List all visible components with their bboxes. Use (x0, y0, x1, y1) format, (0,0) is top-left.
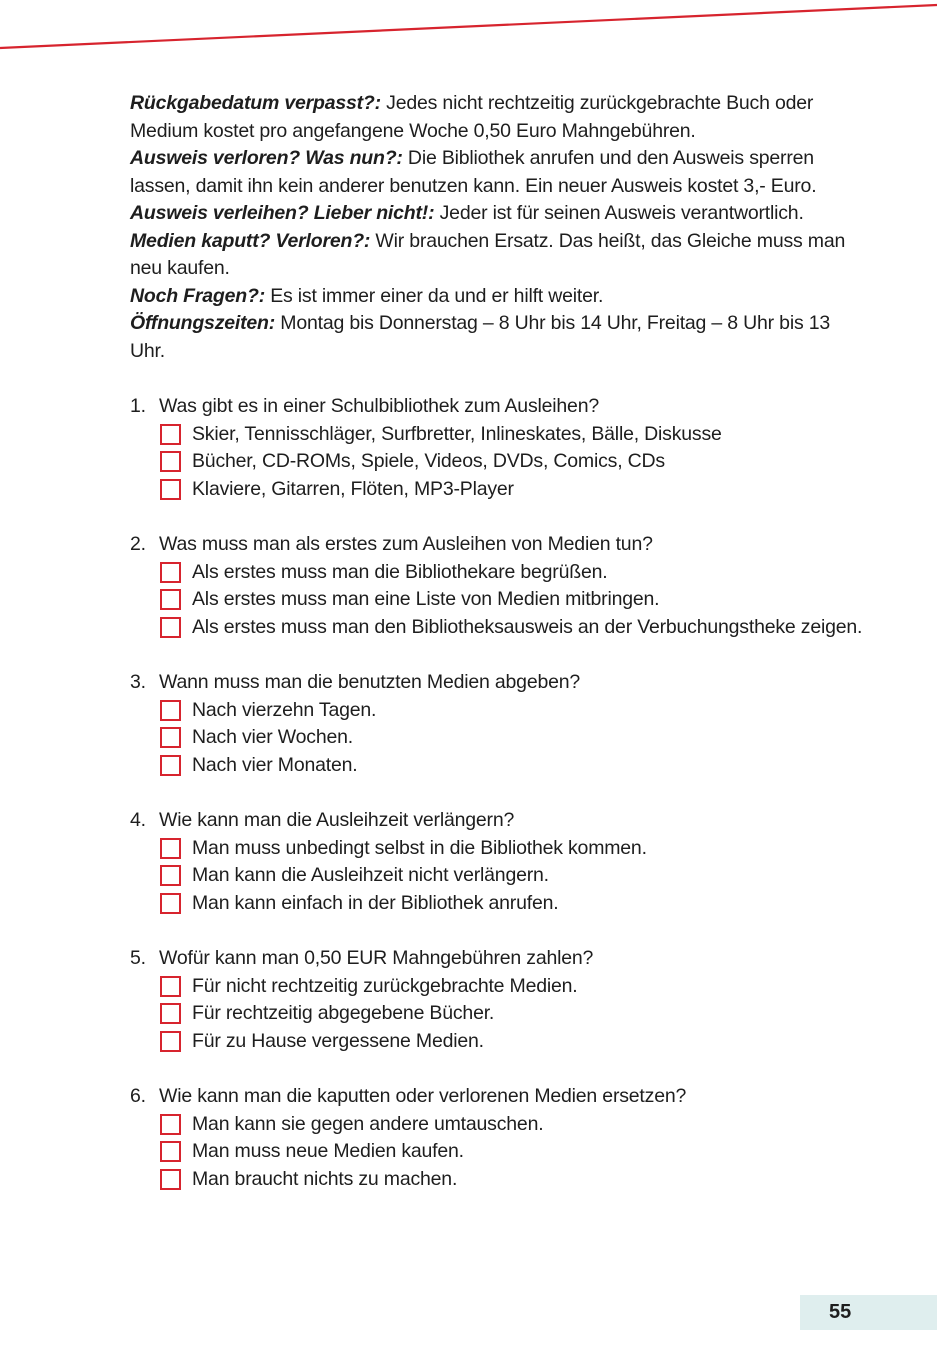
quiz-questions (130, 393, 870, 1193)
question-number: 5. (130, 947, 146, 969)
info-text: Jeder ist für seinen Ausweis verantwortlich. (434, 202, 804, 224)
info-paragraph (130, 228, 870, 283)
answer-option[interactable] (159, 862, 870, 890)
library-info-block (130, 90, 870, 365)
header-accent-line (0, 0, 937, 60)
answer-option[interactable] (159, 614, 870, 642)
answer-option[interactable] (159, 586, 870, 614)
question-text: Wie kann man die kaputten oder verlorenen Medien ersetzen? (159, 1085, 687, 1107)
answer-text: Nach vierzehn Tagen. (192, 698, 377, 721)
answer-checkbox[interactable] (160, 976, 181, 997)
question-heading (130, 1083, 870, 1111)
answer-checkbox[interactable] (160, 1114, 181, 1135)
answer-text: Man kann die Ausleihzeit nicht verlängern. (192, 864, 549, 886)
question-text: Was muss man als erstes zum Ausleihen von Medien tun? (159, 533, 653, 555)
question-number: 1. (130, 395, 146, 417)
info-text: Jedes nicht rechtzeitig zurückgebrachte Buch oder Medium kostet pro angefangene Woche 0,50 Euro Mahngebühren. (130, 92, 814, 142)
info-text: Es ist immer einer da und er hilft weiter. (265, 284, 604, 307)
answer-text: Bücher, CD-ROMs, Spiele, Videos, DVDs, Comics, CDs (192, 450, 665, 472)
answer-option[interactable] (159, 1166, 870, 1194)
question-heading (130, 669, 870, 697)
question-text: Was gibt es in einer Schulbibliothek zum Ausleihen? (159, 395, 599, 417)
question-2 (130, 531, 870, 641)
answer-checkbox[interactable] (160, 1003, 181, 1024)
answer-option[interactable] (159, 724, 870, 752)
question-text: Wann muss man die benutzten Medien abgeben? (159, 671, 581, 693)
question-1 (130, 393, 870, 503)
answer-checkbox[interactable] (160, 479, 181, 500)
answer-text: Man braucht nichts zu machen. (192, 1167, 458, 1190)
question-number: 6. (130, 1085, 146, 1107)
info-paragraph (130, 310, 870, 365)
info-paragraph (130, 145, 870, 200)
answer-checkbox[interactable] (160, 838, 181, 859)
answer-text: Nach vier Monaten. (192, 753, 358, 776)
answer-option[interactable] (159, 697, 870, 725)
answer-option[interactable] (159, 559, 870, 587)
answer-checkbox[interactable] (160, 562, 181, 583)
question-6 (130, 1083, 870, 1193)
info-text: Wir brauchen Ersatz. Das heißt, das Gleiche muss man neu kaufen. (130, 229, 846, 279)
answer-option[interactable] (159, 421, 870, 449)
answer-option[interactable] (159, 1000, 870, 1028)
info-term: Ausweis verleihen? Lieber nicht!: (130, 202, 435, 224)
answer-text: Klaviere, Gitarren, Flöten, MP3-Player (192, 477, 514, 500)
answer-checkbox[interactable] (160, 424, 181, 445)
info-term: Ausweis verloren? Was nun?: (130, 147, 403, 169)
answer-text: Als erstes muss man den Bibliotheksausweis an der Verbuchungstheke zeigen. (192, 615, 863, 638)
answer-text: Für zu Hause vergessene Medien. (192, 1029, 484, 1052)
answer-option[interactable] (159, 890, 870, 918)
page-number: 55 (800, 1295, 937, 1330)
answer-text: Man kann einfach in der Bibliothek anrufen. (192, 891, 559, 914)
answer-option[interactable] (159, 1028, 870, 1056)
answer-text: Als erstes muss man eine Liste von Medien mitbringen. (192, 588, 660, 610)
question-4 (130, 807, 870, 917)
answer-text: Für nicht rechtzeitig zurückgebrachte Medien. (192, 974, 578, 997)
question-5 (130, 945, 870, 1055)
question-number: 4. (130, 809, 146, 831)
answer-text: Nach vier Wochen. (192, 726, 353, 748)
answer-checkbox[interactable] (160, 1031, 181, 1052)
answer-checkbox[interactable] (160, 451, 181, 472)
answer-checkbox[interactable] (160, 727, 181, 748)
info-paragraph (130, 283, 870, 311)
info-paragraph (130, 90, 870, 145)
page-content (130, 90, 870, 1221)
answer-checkbox[interactable] (160, 755, 181, 776)
answer-option[interactable] (159, 835, 870, 863)
question-text: Wofür kann man 0,50 EUR Mahngebühren zahlen? (159, 947, 594, 969)
answer-option[interactable] (159, 476, 870, 504)
answer-text: Für rechtzeitig abgegebene Bücher. (192, 1002, 495, 1024)
answer-checkbox[interactable] (160, 865, 181, 886)
question-heading (130, 945, 870, 973)
info-text: Montag bis Donnerstag – 8 Uhr bis 14 Uhr, Freitag – 8 Uhr bis 13 Uhr. (130, 312, 831, 362)
answer-option[interactable] (159, 1138, 870, 1166)
answer-text: Man muss neue Medien kaufen. (192, 1140, 464, 1162)
answer-checkbox[interactable] (160, 893, 181, 914)
answer-text: Man muss unbedingt selbst in die Bibliothek kommen. (192, 836, 647, 859)
question-heading (130, 531, 870, 559)
info-term: Öffnungszeiten: (130, 312, 276, 334)
answer-checkbox[interactable] (160, 700, 181, 721)
info-term: Noch Fragen?: (130, 284, 265, 307)
question-number: 2. (130, 533, 146, 555)
answer-text: Skier, Tennisschläger, Surfbretter, Inlineskates, Bälle, Diskusse (192, 422, 722, 445)
question-text: Wie kann man die Ausleihzeit verlängern? (159, 809, 515, 831)
info-text: Die Bibliothek anrufen und den Ausweis sperren lassen, damit ihn kein anderer benutzen kann. Ein neuer Ausweis kostet 3,- Euro. (130, 147, 817, 197)
answer-checkbox[interactable] (160, 1141, 181, 1162)
answer-option[interactable] (159, 448, 870, 476)
answer-checkbox[interactable] (160, 617, 181, 638)
question-heading (130, 393, 870, 421)
question-heading (130, 807, 870, 835)
answer-text: Man kann sie gegen andere umtauschen. (192, 1112, 544, 1135)
answer-checkbox[interactable] (160, 1169, 181, 1190)
info-term: Medien kaputt? Verloren?: (130, 229, 371, 252)
info-paragraph (130, 200, 870, 228)
answer-option[interactable] (159, 1111, 870, 1139)
answer-text: Als erstes muss man die Bibliothekare begrüßen. (192, 560, 608, 583)
answer-option[interactable] (159, 973, 870, 1001)
question-number: 3. (130, 671, 146, 693)
question-3 (130, 669, 870, 779)
answer-checkbox[interactable] (160, 589, 181, 610)
answer-option[interactable] (159, 752, 870, 780)
info-term: Rückgabedatum verpasst?: (130, 92, 381, 114)
